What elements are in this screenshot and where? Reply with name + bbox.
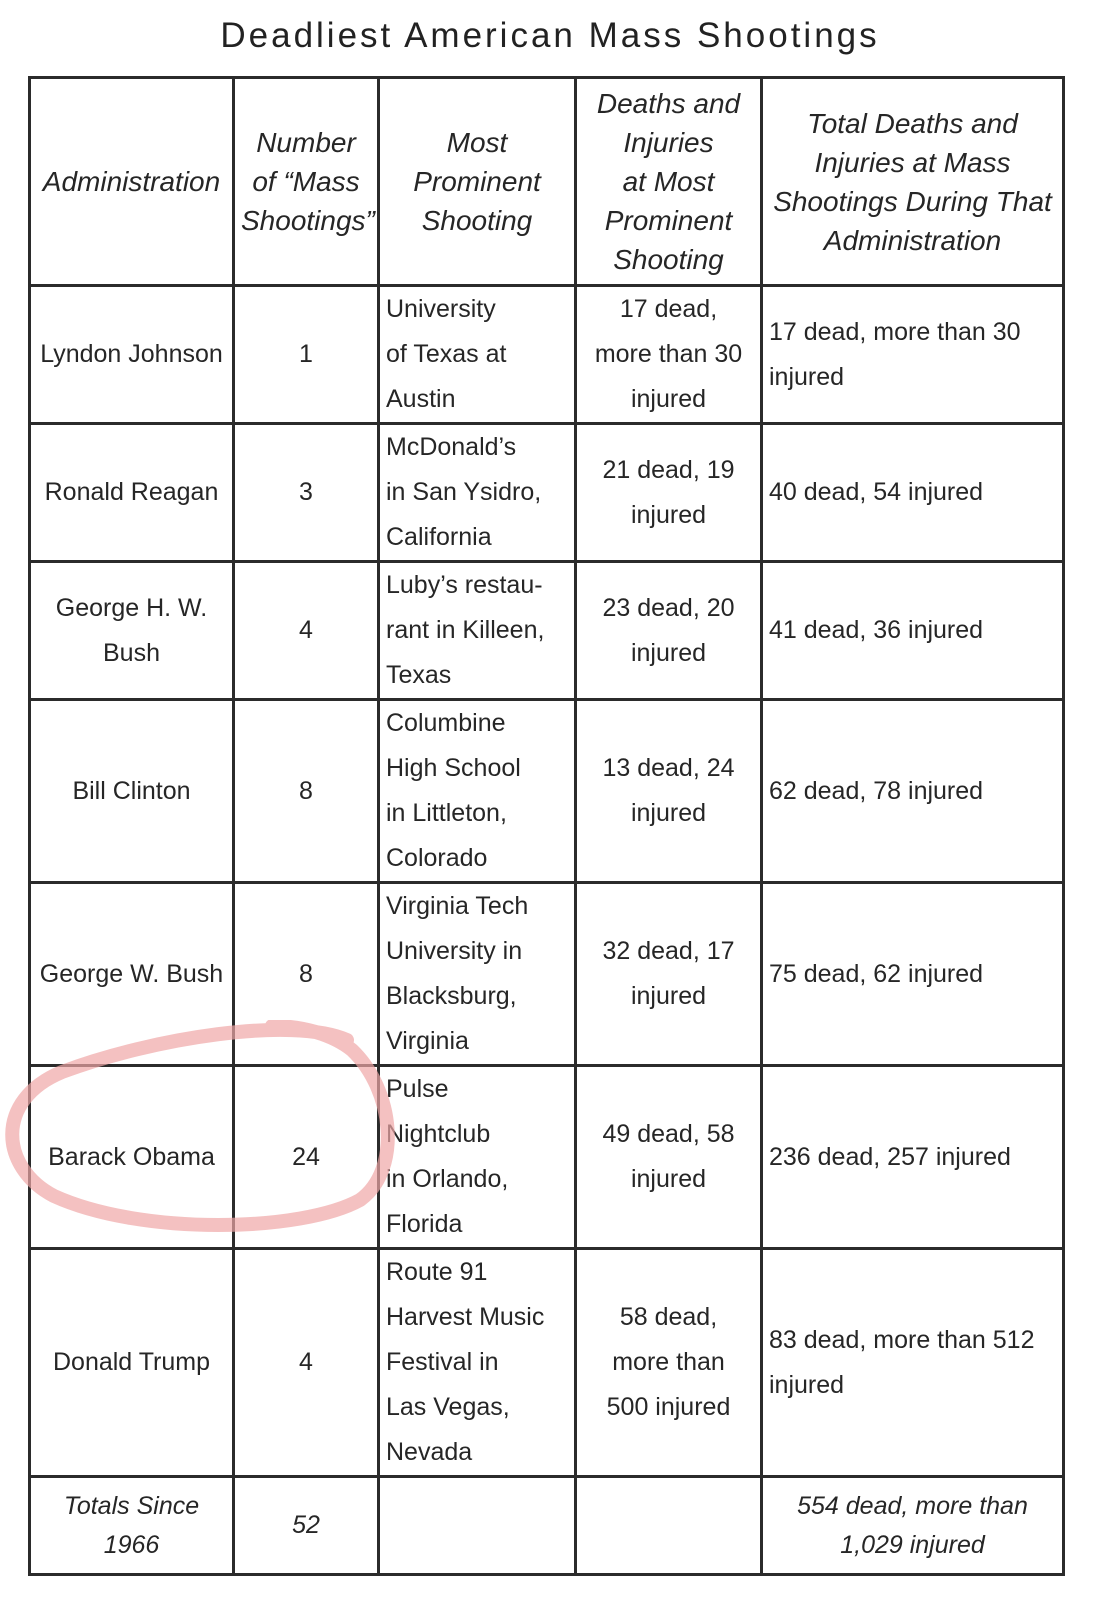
totals-label: Totals Since 1966 — [30, 1477, 234, 1575]
cell-administration: George W. Bush — [30, 883, 234, 1066]
cell-shooting: Columbine High School in Littleton, Colorado — [379, 700, 576, 883]
totals-deaths — [576, 1477, 762, 1575]
table-row — [30, 562, 1064, 700]
table-row — [30, 883, 1064, 1066]
cell-count: 8 — [234, 700, 379, 883]
cell-count: 3 — [234, 424, 379, 562]
cell-deaths: 58 dead, more than 500 injured — [576, 1249, 762, 1477]
cell-administration: Lyndon Johnson — [30, 286, 234, 424]
table-row — [30, 700, 1064, 883]
cell-administration: George H. W. Bush — [30, 562, 234, 700]
shootings-table — [28, 76, 1065, 1576]
cell-deaths: 17 dead, more than 30 injured — [576, 286, 762, 424]
cell-administration: Donald Trump — [30, 1249, 234, 1477]
header-row — [30, 78, 1064, 286]
totals-row — [30, 1477, 1064, 1575]
cell-shooting: McDonald’s in San Ysidro, California — [379, 424, 576, 562]
totals-count: 52 — [234, 1477, 379, 1575]
cell-deaths: 49 dead, 58 injured — [576, 1066, 762, 1249]
cell-deaths: 13 dead, 24 injured — [576, 700, 762, 883]
cell-administration: Barack Obama — [30, 1066, 234, 1249]
cell-total: 41 dead, 36 injured — [762, 562, 1064, 700]
cell-total: 17 dead, more than 30 injured — [762, 286, 1064, 424]
cell-total: 40 dead, 54 injured — [762, 424, 1064, 562]
cell-count: 1 — [234, 286, 379, 424]
cell-total: 75 dead, 62 injured — [762, 883, 1064, 1066]
cell-shooting: Route 91 Harvest Music Festival in Las Vegas, Nevada — [379, 1249, 576, 1477]
cell-deaths: 32 dead, 17 injured — [576, 883, 762, 1066]
header-count: Number of “Mass Shootings” — [234, 78, 379, 286]
cell-total: 236 dead, 257 injured — [762, 1066, 1064, 1249]
cell-administration: Ronald Reagan — [30, 424, 234, 562]
cell-shooting: Virginia Tech University in Blacksburg, Virginia — [379, 883, 576, 1066]
cell-shooting: University of Texas at Austin — [379, 286, 576, 424]
cell-shooting: Luby’s restau- rant in Killeen, Texas — [379, 562, 576, 700]
cell-count: 24 — [234, 1066, 379, 1249]
table-row — [30, 1066, 1064, 1249]
table-row — [30, 286, 1064, 424]
cell-total: 62 dead, 78 injured — [762, 700, 1064, 883]
cell-count: 4 — [234, 562, 379, 700]
cell-total: 83 dead, more than 512 injured — [762, 1249, 1064, 1477]
table-row — [30, 1249, 1064, 1477]
cell-administration: Bill Clinton — [30, 700, 234, 883]
totals-total: 554 dead, more than 1,029 injured — [762, 1477, 1064, 1575]
header-deaths: Deaths and Injuries at Most Prominent Shooting — [576, 78, 762, 286]
header-shooting: Most Prominent Shooting — [379, 78, 576, 286]
table-row — [30, 424, 1064, 562]
cell-deaths: 21 dead, 19 injured — [576, 424, 762, 562]
cell-deaths: 23 dead, 20 injured — [576, 562, 762, 700]
header-administration: Administration — [30, 78, 234, 286]
header-total: Total Deaths and Injuries at Mass Shootings During That Administration — [762, 78, 1064, 286]
cell-shooting: Pulse Nightclub in Orlando, Florida — [379, 1066, 576, 1249]
cell-count: 4 — [234, 1249, 379, 1477]
cell-count: 8 — [234, 883, 379, 1066]
page-title: Deadliest American Mass Shootings — [220, 16, 880, 55]
totals-shooting — [379, 1477, 576, 1575]
